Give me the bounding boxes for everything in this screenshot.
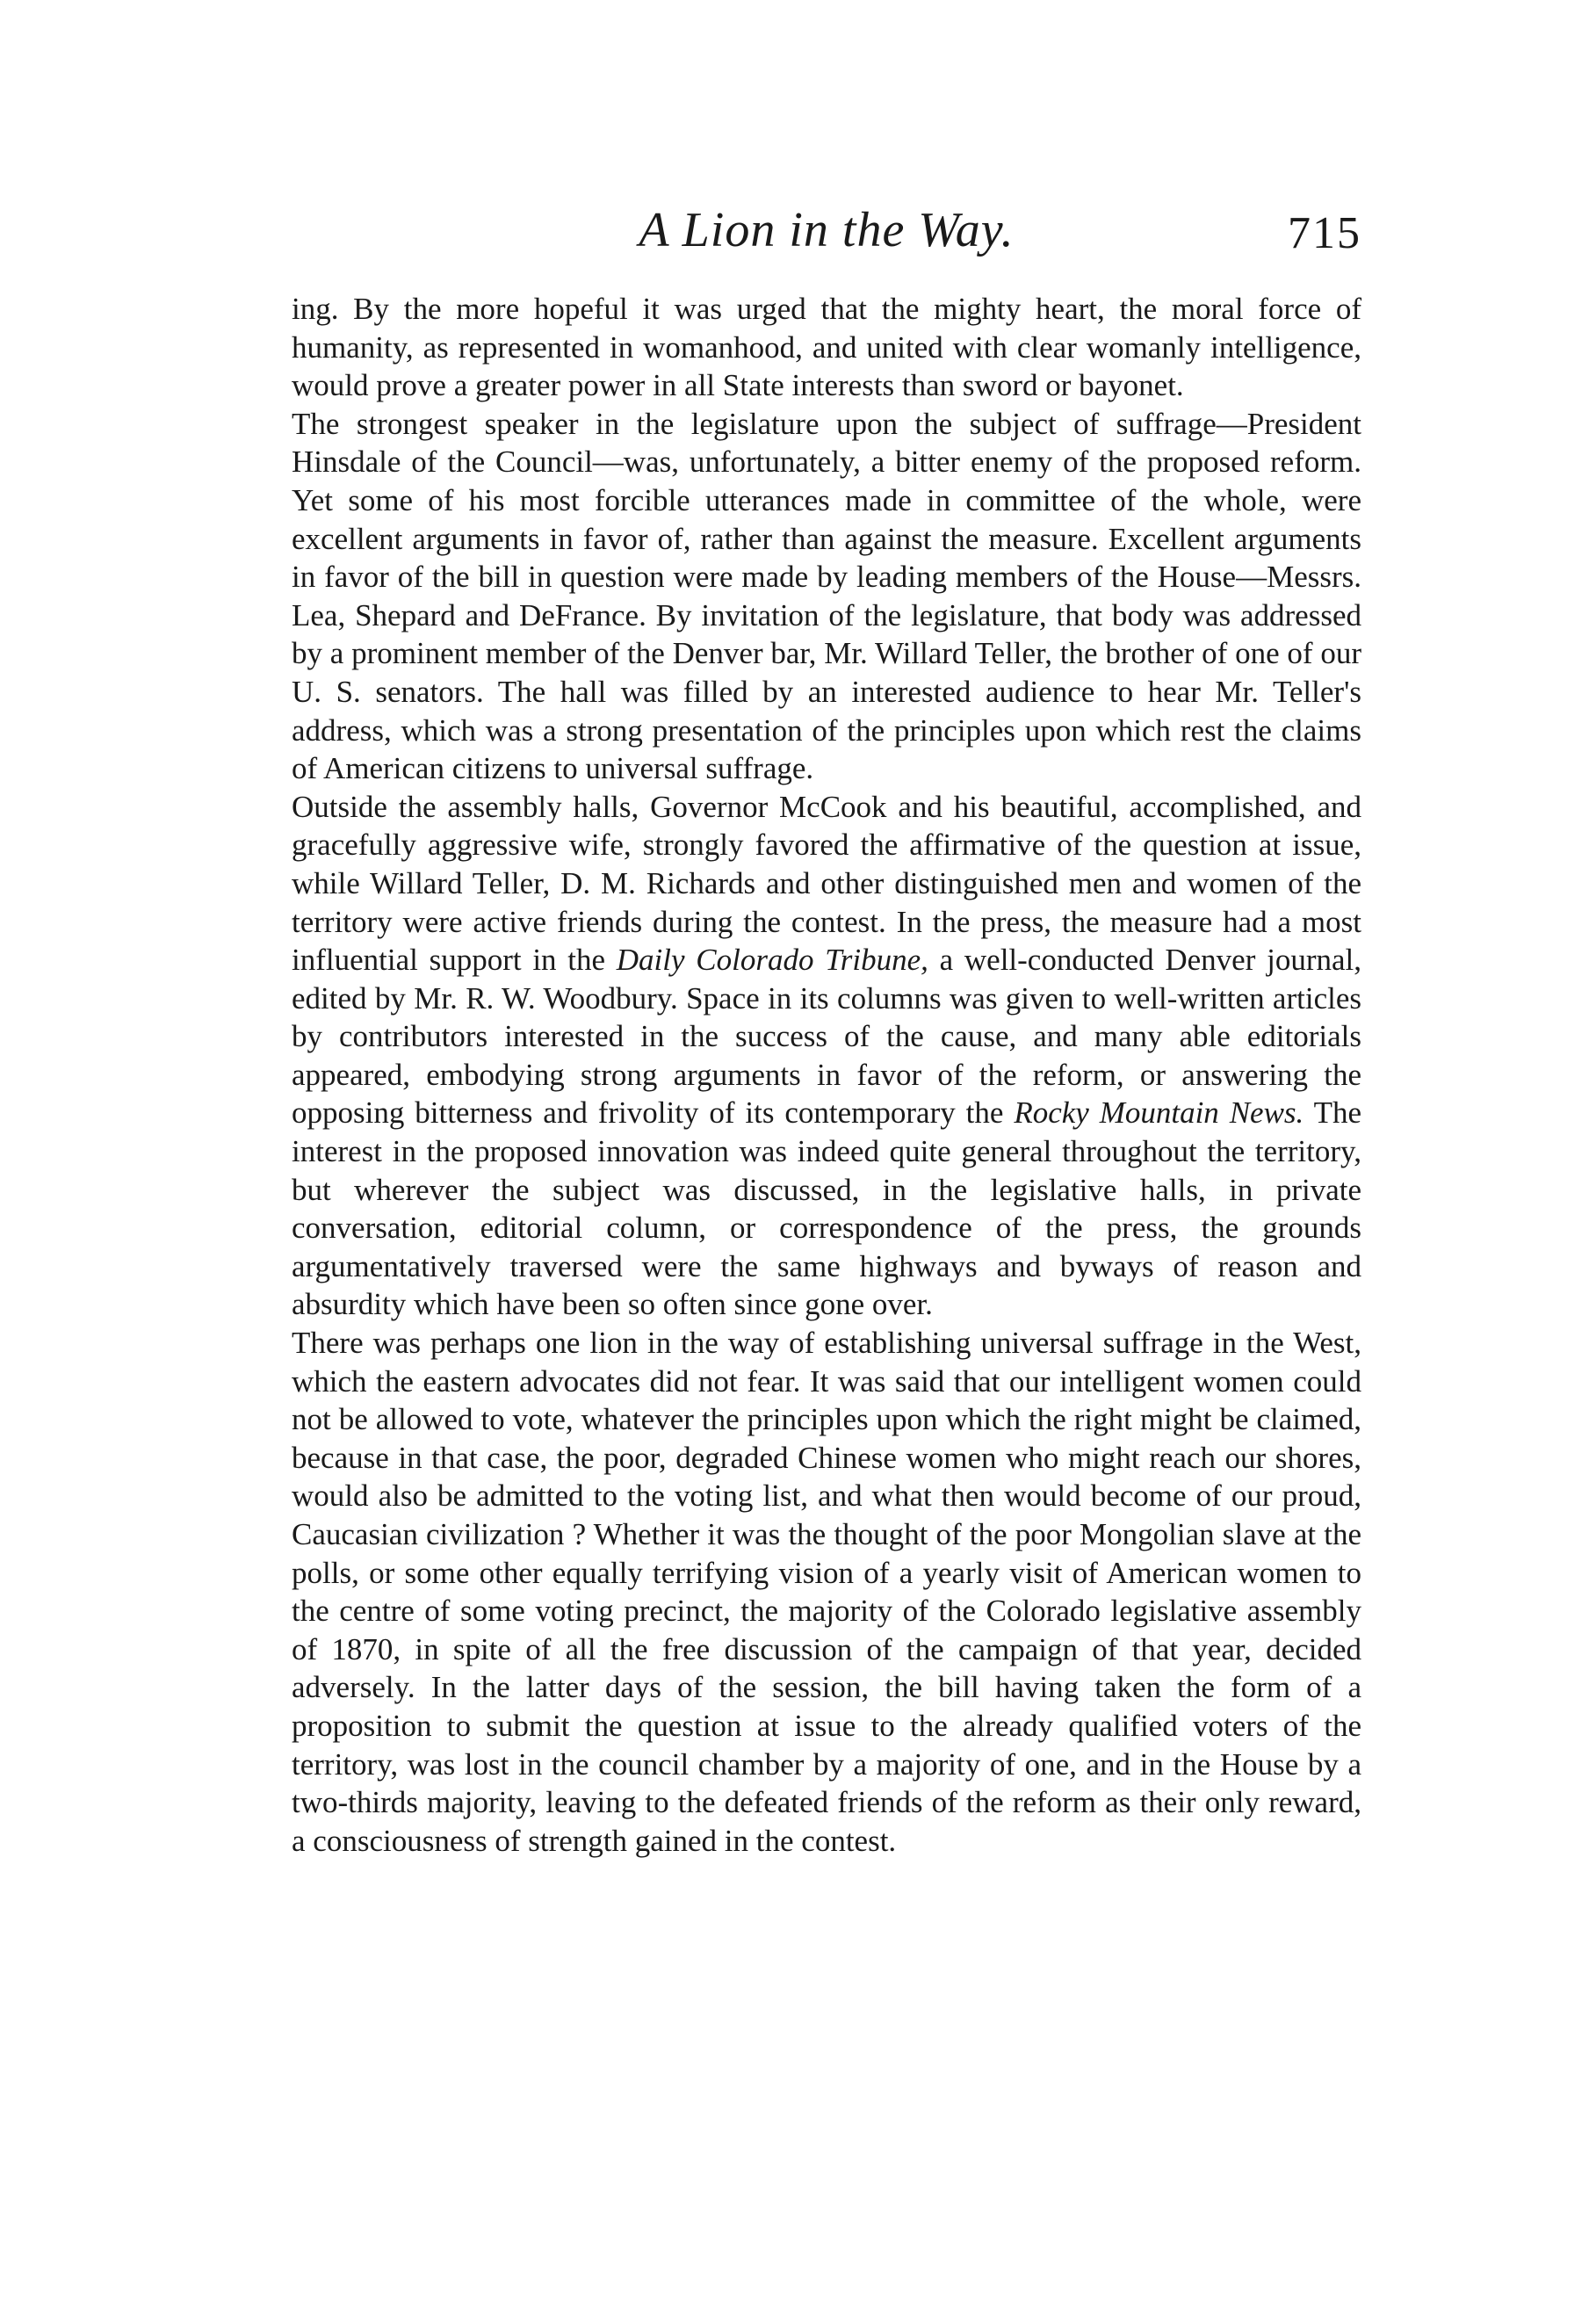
paragraph-3-part-2: a well-conducted Denver journal, edited by Mr. R. W. Woodbury. Space in its columns was given to well-written articles by contributors interested in the success of the cause, and many able editorials appeared, embodying strong arguments in favor of the reform, or answering the opposing bitterness and frivolity of its contemporary the	[292, 943, 1361, 1131]
paragraph-4: There was perhaps one lion in the way of establishing universal suffrage in the West, which the eastern advocates did not fear. It was said that our intelligent women could not be allowed to vote, whatever the principles upon which the right might be claimed, because in that case, the poor, degraded Chinese women who might reach our shores, would also be admitted to the voting list, and what then would become of our proud, Caucasian civilization ? Whether it was the thought of the poor Mongolian slave at the polls, or some other equally terrifying vision of a yearly visit of American women to the centre of some voting precinct, the majority of the Colorado legislative assembly of 1870, in spite of all the free discussion of the campaign of that year, decided adversely. In the latter days of the session, the bill having taken the form of a proposition to submit the question at issue to the already qualified voters of the territory, was lost in the council chamber by a majority of one, and in the House by a two-thirds majority, leaving to the defeated friends of the reform as their only reward, a consciousness of strength gained in the contest.	[292, 1326, 1361, 1858]
paragraph-3-part-1: Outside the assembly halls, Governor McCook and his beautiful, accomplished, and gracefully aggressive wife, strongly favored the affirmative of the question at issue, while Willard Teller, D. M. Richards and other distinguished men and women of the territory were active friends during the contest. In the press, the measure had a most influential support in the	[292, 789, 1361, 978]
running-title: A Lion in the Way.	[639, 203, 1015, 257]
paragraph-1: ing. By the more hopeful it was urged that the mighty heart, the moral force of humanity, as represented in womanhood, and united with clear womanly intelligence, would prove a greater power in all State interests than sword or bayonet.	[292, 292, 1361, 403]
body-text	[292, 290, 1361, 1860]
paragraph-2: The strongest speaker in the legislature upon the subject of suffrage—President Hinsdale of the Council—was, unfortunately, a bitter enemy of the proposed reform. Yet some of his most forcible utterances made in committee of the whole, were excellent arguments in favor of, rather than against the measure. Excellent arguments in favor of the bill in question were made by leading members of the House—Messrs. Lea, Shepard and DeFrance. By invitation of the legislature, that body was addressed by a prominent member of the Denver bar, Mr. Willard Teller, the brother of one of our U. S. senators. The hall was filled by an interested audience to hear Mr. Teller's address, which was a strong presentation of the principles upon which rest the claims of American citizens to universal suffrage.	[292, 406, 1361, 786]
paragraph-3	[292, 788, 1361, 1324]
newspaper-title-tribune: Daily Colorado Tribune,	[616, 943, 928, 978]
page-number: 715	[1288, 208, 1361, 258]
page-header	[292, 195, 1361, 265]
newspaper-title-news: Rocky Mountain News.	[1014, 1095, 1304, 1131]
paragraph-3-part-3: The interest in the proposed innovation was indeed quite general throughout the territory, but wherever the subject was discussed, in the legislative halls, in private conversation, editorial column, or correspondence of the press, the grounds argumentatively traversed were the same highways and byways of reason and absurdity which have been so often since gone over.	[292, 1095, 1361, 1322]
